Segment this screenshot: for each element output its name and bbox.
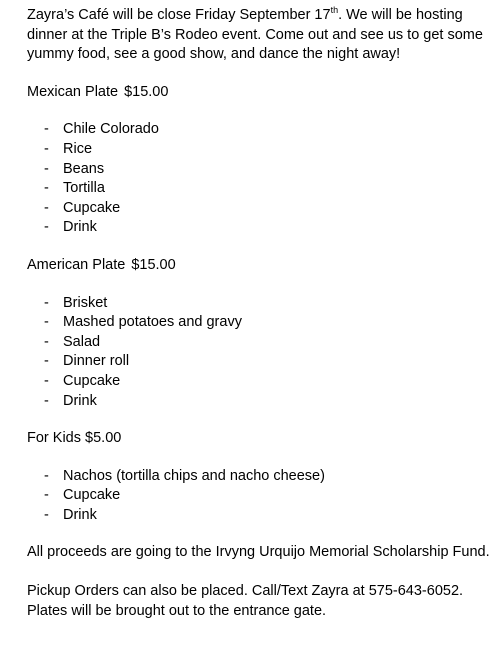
bullet-dash: - [44,333,49,350]
bullet-dash: - [44,121,49,138]
bullet-dash: - [44,180,49,197]
menu-heading-title: For Kids [27,430,81,447]
list-item-label: Drink [63,506,97,523]
bullet-dash: - [44,314,49,331]
list-item [27,294,492,314]
intro-paragraph [27,6,492,65]
list-item-label: Dinner roll [63,353,130,370]
list-item-label: Cupcake [63,199,121,216]
list-item [27,467,492,487]
bullet-dash: - [44,467,49,484]
bullet-dash: - [44,199,49,216]
document-body [27,6,492,621]
list-item [27,218,492,238]
list-item-label: Nachos (tortilla chips and nacho cheese) [63,467,325,484]
list-item-label: Drink [63,219,97,236]
list-item-label: Rice [63,140,93,157]
bullet-dash: - [44,160,49,177]
intro-text-before: Zayra’s Café will be close Friday September 17 [27,7,331,23]
list-item [27,352,492,372]
bullet-dash: - [44,372,49,389]
list-item-label: Cupcake [63,487,121,504]
list-item [27,333,492,353]
list-item [27,486,492,506]
menu-heading-mexican [27,83,492,103]
list-item-label: Beans [63,160,105,177]
list-item-label: Chile Colorado [63,121,159,138]
list-item-label: Tortilla [63,180,105,197]
list-item [27,140,492,160]
menu-list-american [27,294,492,412]
menu-list-kids [27,467,492,526]
list-item-label: Brisket [63,294,108,311]
menu-heading-american [27,256,492,276]
list-item [27,120,492,140]
list-item [27,199,492,219]
menu-heading-price: $5.00 [85,430,122,447]
bullet-dash: - [44,506,49,523]
list-item [27,392,492,412]
list-item [27,160,492,180]
list-item [27,313,492,333]
menu-heading-price: $15.00 [131,256,176,273]
bullet-dash: - [44,219,49,236]
list-item [27,372,492,392]
bullet-dash: - [44,140,49,157]
bullet-dash: - [44,487,49,504]
menu-heading-kids [27,429,492,449]
list-item-label: Drink [63,392,97,409]
pickup-paragraph: Pickup Orders can also be placed. Call/Text Zayra at 575-643-6052. Plates will be brought out to the entrance gate. [27,583,464,619]
bullet-dash: - [44,392,49,409]
menu-list-mexican [27,120,492,238]
menu-heading-title: American Plate [27,256,126,273]
date-ordinal-suffix: th [330,5,339,16]
proceeds-paragraph: All proceeds are going to the Irvyng Urquijo Memorial Scholarship Fund. [27,544,490,561]
menu-heading-price: $15.00 [124,83,169,100]
list-item [27,506,492,526]
intro-text-after: . We will be hosting dinner at the Triple B’s Rodeo event. Come out and see us to get some yummy food, see a good show, and dance the night away! [27,7,483,63]
menu-heading-title: Mexican Plate [27,83,119,100]
bullet-dash: - [44,294,49,311]
list-item [27,179,492,199]
list-item-label: Mashed potatoes and gravy [63,314,242,331]
list-item-label: Salad [63,333,101,350]
bullet-dash: - [44,353,49,370]
list-item-label: Cupcake [63,372,121,389]
